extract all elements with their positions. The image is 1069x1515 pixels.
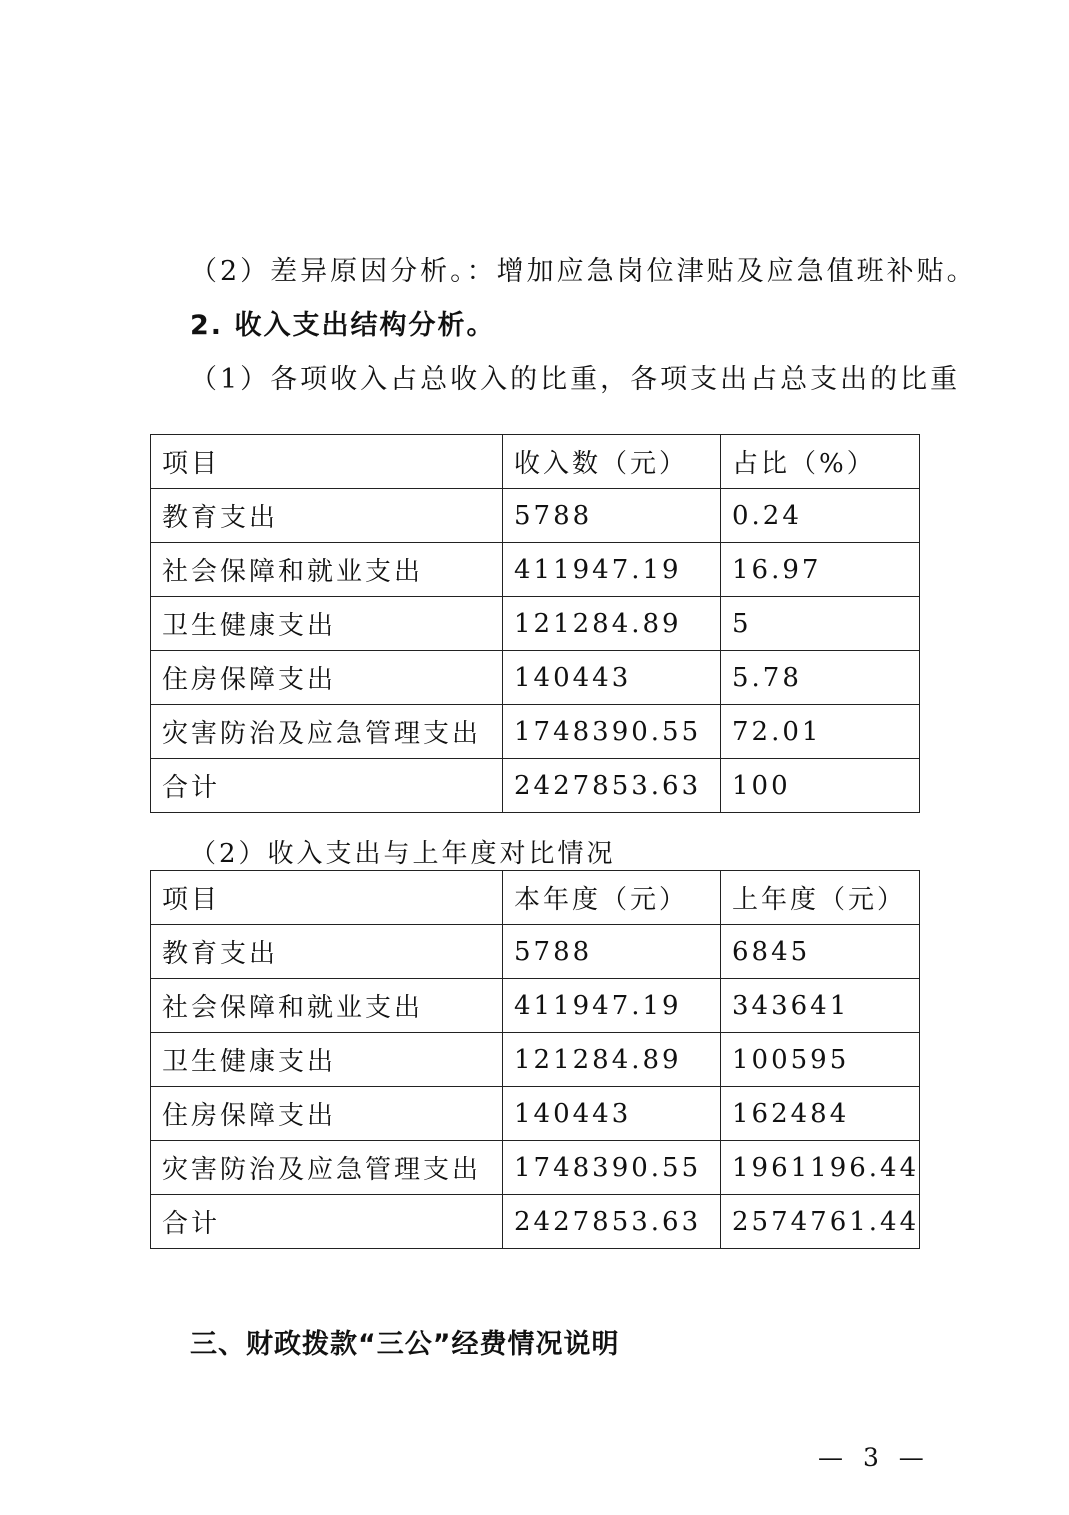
header-cell: 收入数（元） xyxy=(503,435,721,489)
amount-cell: 411947.19 xyxy=(503,543,721,597)
table-row xyxy=(151,1141,920,1195)
item-cell: 灾害防治及应急管理支出 xyxy=(151,1141,503,1195)
table-header-row xyxy=(151,435,920,489)
table-total-row xyxy=(151,759,920,813)
previous-year-cell: 2574761.44 xyxy=(721,1195,920,1249)
table-total-row xyxy=(151,1195,920,1249)
item-cell: 卫生健康支出 xyxy=(151,597,503,651)
ratio-cell: 100 xyxy=(721,759,920,813)
ratio-cell: 0.24 xyxy=(721,489,920,543)
header-cell: 项目 xyxy=(151,435,503,489)
year-comparison-table xyxy=(150,870,920,1249)
previous-year-cell: 100595 xyxy=(721,1033,920,1087)
item-cell: 住房保障支出 xyxy=(151,1087,503,1141)
item-cell: 社会保障和就业支出 xyxy=(151,543,503,597)
previous-year-cell: 343641 xyxy=(721,979,920,1033)
amount-cell: 2427853.63 xyxy=(503,759,721,813)
header-cell: 本年度（元） xyxy=(503,871,721,925)
header-cell: 上年度（元） xyxy=(721,871,920,925)
current-year-cell: 1748390.55 xyxy=(503,1141,721,1195)
amount-cell: 1748390.55 xyxy=(503,705,721,759)
table-row xyxy=(151,597,920,651)
ratio-cell: 5.78 xyxy=(721,651,920,705)
table-row xyxy=(151,1087,920,1141)
current-year-cell: 5788 xyxy=(503,925,721,979)
page-number: — 3 — xyxy=(818,1443,930,1472)
item-cell: 教育支出 xyxy=(151,925,503,979)
previous-year-cell: 162484 xyxy=(721,1087,920,1141)
subheading-year-comparison: （2）收入支出与上年度对比情况 xyxy=(190,839,616,869)
table-header-row xyxy=(151,871,920,925)
current-year-cell: 121284.89 xyxy=(503,1033,721,1087)
ratio-cell: 16.97 xyxy=(721,543,920,597)
header-cell: 占比（%） xyxy=(721,435,920,489)
item-cell: 合计 xyxy=(151,759,503,813)
current-year-cell: 140443 xyxy=(503,1087,721,1141)
item-cell: 住房保障支出 xyxy=(151,651,503,705)
amount-cell: 121284.89 xyxy=(503,597,721,651)
previous-year-cell: 1961196.44 xyxy=(721,1141,920,1195)
amount-cell: 5788 xyxy=(503,489,721,543)
subheading-proportion: （1）各项收入占总收入的比重，各项支出占总支出的比重 xyxy=(190,364,961,395)
reason-analysis-paragraph: （2）差异原因分析。：增加应急岗位津贴及应急值班补贴。 xyxy=(190,256,977,287)
item-cell: 社会保障和就业支出 xyxy=(151,979,503,1033)
previous-year-cell: 6845 xyxy=(721,925,920,979)
table-row xyxy=(151,651,920,705)
ratio-cell: 72.01 xyxy=(721,705,920,759)
item-cell: 合计 xyxy=(151,1195,503,1249)
proportion-table xyxy=(150,434,920,813)
table-row xyxy=(151,925,920,979)
table-row xyxy=(151,543,920,597)
table-row xyxy=(151,489,920,543)
current-year-cell: 2427853.63 xyxy=(503,1195,721,1249)
table-row xyxy=(151,1033,920,1087)
current-year-cell: 411947.19 xyxy=(503,979,721,1033)
section-heading-structure-analysis: 2. 收入支出结构分析。 xyxy=(190,310,496,341)
amount-cell: 140443 xyxy=(503,651,721,705)
item-cell: 灾害防治及应急管理支出 xyxy=(151,705,503,759)
item-cell: 教育支出 xyxy=(151,489,503,543)
ratio-cell: 5 xyxy=(721,597,920,651)
item-cell: 卫生健康支出 xyxy=(151,1033,503,1087)
section-heading-three-public-expenses: 三、财政拨款“三公”经费情况说明 xyxy=(190,1329,620,1360)
header-cell: 项目 xyxy=(151,871,503,925)
table-row xyxy=(151,705,920,759)
table-row xyxy=(151,979,920,1033)
